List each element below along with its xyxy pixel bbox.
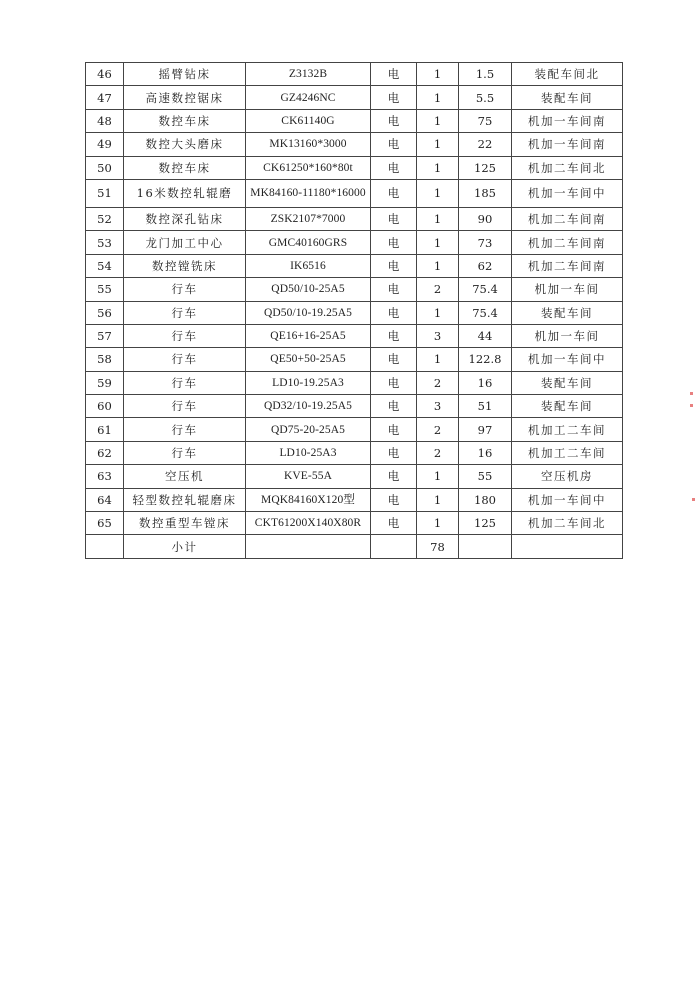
- equipment-model: MK13160*3000: [246, 133, 371, 156]
- equipment-model: CK61140G: [246, 109, 371, 132]
- equipment-name: 数控镗铣床: [124, 254, 246, 277]
- quantity: 1: [417, 254, 459, 277]
- row-number: 54: [86, 254, 124, 277]
- quantity: 2: [417, 441, 459, 464]
- equipment-model: QD50/10-19.25A5: [246, 301, 371, 324]
- power-type: 电: [371, 395, 417, 418]
- table-row: [86, 133, 623, 156]
- equipment-model: GMC40160GRS: [246, 231, 371, 254]
- location: 装配车间: [512, 395, 623, 418]
- table-row: [86, 465, 623, 488]
- power-kw: 90: [459, 207, 512, 230]
- equipment-model: QD50/10-25A5: [246, 278, 371, 301]
- quantity: 1: [417, 63, 459, 86]
- row-number: 62: [86, 441, 124, 464]
- power-kw: 16: [459, 441, 512, 464]
- location: 机加二车间南: [512, 207, 623, 230]
- power-type: 电: [371, 109, 417, 132]
- power-kw: 75.4: [459, 278, 512, 301]
- row-number: 61: [86, 418, 124, 441]
- table-row: [86, 418, 623, 441]
- power-kw: 75: [459, 109, 512, 132]
- power-type: 电: [371, 133, 417, 156]
- table-row: [86, 324, 623, 347]
- subtotal-no: [86, 535, 124, 558]
- table-row: [86, 512, 623, 535]
- equipment-name: 行车: [124, 418, 246, 441]
- quantity: 1: [417, 109, 459, 132]
- power-type: 电: [371, 86, 417, 109]
- equipment-name: 轻型数控轧辊磨床: [124, 488, 246, 511]
- table-row: [86, 301, 623, 324]
- quantity: 1: [417, 465, 459, 488]
- equipment-model: MK84160-11180*16000: [246, 179, 371, 207]
- location: 装配车间: [512, 371, 623, 394]
- power-kw: 16: [459, 371, 512, 394]
- location: 机加一车间南: [512, 133, 623, 156]
- power-kw: 51: [459, 395, 512, 418]
- power-kw: 97: [459, 418, 512, 441]
- power-kw: 75.4: [459, 301, 512, 324]
- location: 机加工二车间: [512, 418, 623, 441]
- equipment-model: ZSK2107*7000: [246, 207, 371, 230]
- power-kw: 122.8: [459, 348, 512, 371]
- quantity: 3: [417, 395, 459, 418]
- power-kw: 1.5: [459, 63, 512, 86]
- equipment-model: Z3132B: [246, 63, 371, 86]
- equipment-model: MQK84160X120型: [246, 488, 371, 511]
- power-type: 电: [371, 465, 417, 488]
- row-number: 64: [86, 488, 124, 511]
- row-number: 63: [86, 465, 124, 488]
- power-type: 电: [371, 324, 417, 347]
- equipment-name: 行车: [124, 441, 246, 464]
- location: 机加一车间南: [512, 109, 623, 132]
- subtotal-power: [371, 535, 417, 558]
- equipment-name: 行车: [124, 278, 246, 301]
- equipment-name: 龙门加工中心: [124, 231, 246, 254]
- quantity: 1: [417, 86, 459, 109]
- power-type: 电: [371, 231, 417, 254]
- subtotal-qty: 78: [417, 535, 459, 558]
- location: 机加一车间中: [512, 179, 623, 207]
- row-number: 50: [86, 156, 124, 179]
- equipment-name: 行车: [124, 324, 246, 347]
- subtotal-model: [246, 535, 371, 558]
- table-row: [86, 179, 623, 207]
- power-kw: 62: [459, 254, 512, 277]
- quantity: 3: [417, 324, 459, 347]
- location: 机加一车间中: [512, 488, 623, 511]
- equipment-model: GZ4246NC: [246, 86, 371, 109]
- power-type: 电: [371, 254, 417, 277]
- power-kw: 55: [459, 465, 512, 488]
- equipment-name: 行车: [124, 348, 246, 371]
- power-kw: 44: [459, 324, 512, 347]
- table-row: [86, 254, 623, 277]
- equipment-model: QD75-20-25A5: [246, 418, 371, 441]
- equipment-model: CK61250*160*80t: [246, 156, 371, 179]
- row-number: 55: [86, 278, 124, 301]
- subtotal-label: 小计: [124, 535, 246, 558]
- table-row: [86, 371, 623, 394]
- equipment-model: QE50+50-25A5: [246, 348, 371, 371]
- location: 机加二车间南: [512, 254, 623, 277]
- equipment-model: KVE-55A: [246, 465, 371, 488]
- equipment-name: 数控深孔钻床: [124, 207, 246, 230]
- quantity: 1: [417, 488, 459, 511]
- power-type: 电: [371, 278, 417, 301]
- table-row: [86, 395, 623, 418]
- row-number: 46: [86, 63, 124, 86]
- quantity: 2: [417, 418, 459, 441]
- power-type: 电: [371, 301, 417, 324]
- subtotal-kw: [459, 535, 512, 558]
- power-type: 电: [371, 441, 417, 464]
- location: 装配车间北: [512, 63, 623, 86]
- equipment-model: QE16+16-25A5: [246, 324, 371, 347]
- scan-mark: [692, 498, 695, 501]
- quantity: 1: [417, 231, 459, 254]
- subtotal-row: [86, 535, 623, 558]
- table-row: [86, 231, 623, 254]
- location: 机加二车间南: [512, 231, 623, 254]
- scan-mark: [690, 392, 693, 395]
- power-type: 电: [371, 179, 417, 207]
- row-number: 57: [86, 324, 124, 347]
- power-kw: 73: [459, 231, 512, 254]
- power-kw: 22: [459, 133, 512, 156]
- row-number: 47: [86, 86, 124, 109]
- power-type: 电: [371, 371, 417, 394]
- row-number: 49: [86, 133, 124, 156]
- power-type: 电: [371, 63, 417, 86]
- table-row: [86, 86, 623, 109]
- quantity: 1: [417, 133, 459, 156]
- power-kw: 125: [459, 512, 512, 535]
- quantity: 1: [417, 179, 459, 207]
- row-number: 56: [86, 301, 124, 324]
- quantity: 1: [417, 348, 459, 371]
- power-kw: 5.5: [459, 86, 512, 109]
- equipment-name: 行车: [124, 371, 246, 394]
- row-number: 60: [86, 395, 124, 418]
- location: 机加二车间北: [512, 512, 623, 535]
- equipment-name: 行车: [124, 301, 246, 324]
- table-row: [86, 109, 623, 132]
- quantity: 1: [417, 301, 459, 324]
- equipment-name: 数控车床: [124, 109, 246, 132]
- location: 装配车间: [512, 86, 623, 109]
- location: 机加工二车间: [512, 441, 623, 464]
- power-type: 电: [371, 348, 417, 371]
- power-type: 电: [371, 418, 417, 441]
- power-kw: 185: [459, 179, 512, 207]
- power-type: 电: [371, 156, 417, 179]
- location: 机加一车间: [512, 278, 623, 301]
- row-number: 51: [86, 179, 124, 207]
- equipment-model: QD32/10-19.25A5: [246, 395, 371, 418]
- table-row: [86, 278, 623, 301]
- subtotal-location: [512, 535, 623, 558]
- table-row: [86, 488, 623, 511]
- power-type: 电: [371, 512, 417, 535]
- location: 装配车间: [512, 301, 623, 324]
- power-kw: 180: [459, 488, 512, 511]
- row-number: 52: [86, 207, 124, 230]
- equipment-model: LD10-25A3: [246, 441, 371, 464]
- equipment-name: 行车: [124, 395, 246, 418]
- location: 机加一车间: [512, 324, 623, 347]
- scan-mark: [690, 404, 693, 407]
- equipment-rows: [86, 63, 623, 535]
- equipment-table: [85, 62, 623, 559]
- location: 机加一车间中: [512, 348, 623, 371]
- location: 机加二车间北: [512, 156, 623, 179]
- equipment-name: 数控大头磨床: [124, 133, 246, 156]
- equipment-model: LD10-19.25A3: [246, 371, 371, 394]
- power-type: 电: [371, 207, 417, 230]
- equipment-name: 数控车床: [124, 156, 246, 179]
- equipment-name: 高速数控锯床: [124, 86, 246, 109]
- quantity: 1: [417, 207, 459, 230]
- location: 空压机房: [512, 465, 623, 488]
- table-row: [86, 207, 623, 230]
- row-number: 58: [86, 348, 124, 371]
- quantity: 1: [417, 512, 459, 535]
- equipment-model: CKT61200X140X80R: [246, 512, 371, 535]
- power-type: 电: [371, 488, 417, 511]
- equipment-name: 空压机: [124, 465, 246, 488]
- quantity: 2: [417, 371, 459, 394]
- table-row: [86, 63, 623, 86]
- equipment-name: 数控重型车镗床: [124, 512, 246, 535]
- table-row: [86, 441, 623, 464]
- quantity: 2: [417, 278, 459, 301]
- equipment-model: IK6516: [246, 254, 371, 277]
- equipment-name: 摇臂钻床: [124, 63, 246, 86]
- table-row: [86, 348, 623, 371]
- row-number: 59: [86, 371, 124, 394]
- row-number: 53: [86, 231, 124, 254]
- table-row: [86, 156, 623, 179]
- row-number: 65: [86, 512, 124, 535]
- quantity: 1: [417, 156, 459, 179]
- row-number: 48: [86, 109, 124, 132]
- equipment-name: 16米数控轧辊磨: [124, 179, 246, 207]
- power-kw: 125: [459, 156, 512, 179]
